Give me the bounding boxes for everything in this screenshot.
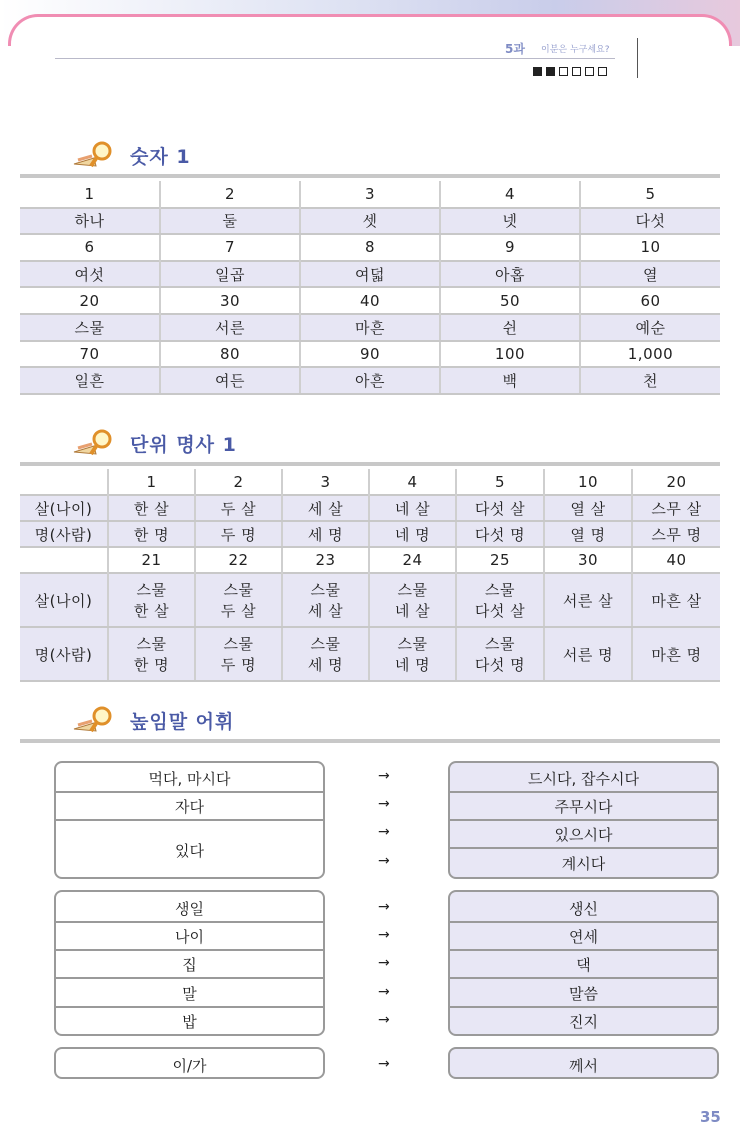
progress-indicator [533, 67, 607, 76]
table-cell: 1,000 [580, 341, 720, 368]
row-label [20, 547, 108, 573]
cell-line: 스물 [397, 581, 428, 599]
cell-line: 세 살 [307, 602, 344, 620]
table-cell: 2 [160, 181, 300, 208]
table-cell: 스무 살 [632, 495, 720, 521]
cell-line: 스물 [310, 581, 341, 599]
cell-line: 스물 [485, 635, 515, 653]
table-row [20, 495, 720, 521]
plain-word: 있다 [175, 842, 204, 860]
table-cell: 한 명 [108, 521, 195, 547]
table-cell: 일곱 [160, 261, 300, 288]
header-divider [637, 38, 638, 78]
table-row [20, 547, 720, 573]
table-cell: 일흔 [20, 367, 160, 394]
table-cell: 백 [440, 367, 580, 394]
plain-word: 이/가 [172, 1057, 207, 1075]
arrow-icon: → [378, 796, 390, 812]
table-cell: 쉰 [440, 314, 580, 341]
arrow-icon: → [378, 1012, 390, 1028]
table-cell: 20 [632, 469, 720, 495]
cell-line: 한 살 [133, 602, 170, 620]
table-row [20, 314, 720, 341]
row-label: 명(사람) [20, 627, 108, 681]
table-cell: 한 살 [108, 495, 195, 521]
table-cell: 다섯 살 [456, 495, 544, 521]
header-rule [55, 58, 615, 59]
honorific-words-box-2 [448, 890, 719, 1036]
table-cell: 9 [440, 234, 580, 261]
table-cell: 마흔 명 [632, 627, 720, 681]
plain-word: 밥 [182, 1013, 197, 1031]
table-cell: 90 [300, 341, 440, 368]
section-title: 숫자 1 [130, 145, 191, 168]
magnifier-icon [72, 428, 118, 458]
table-cell: 24 [369, 547, 456, 573]
table-cell: 21 [108, 547, 195, 573]
row-label: 살(나이) [20, 495, 108, 521]
arrow-icon: → [378, 853, 390, 869]
honorific-word: 께서 [569, 1057, 598, 1075]
table-cell: 30 [160, 287, 300, 314]
progress-square [585, 67, 594, 76]
table-cell: 스무 명 [632, 521, 720, 547]
table-cell: 60 [580, 287, 720, 314]
table-row [20, 627, 720, 681]
plain-word: 생일 [175, 900, 204, 918]
table-cell: 세 명 [282, 521, 369, 547]
table-row [20, 287, 720, 314]
plain-word: 집 [182, 956, 197, 974]
table-row [20, 208, 720, 235]
cell-line: 네 살 [394, 602, 431, 620]
table-cell: 천 [580, 367, 720, 394]
table-cell [456, 573, 544, 627]
honorific-word: 있으시다 [554, 826, 613, 844]
honorific-words-box-3 [448, 1047, 719, 1079]
arrow-icon: → [378, 824, 390, 840]
table-cell: 다섯 명 [456, 521, 544, 547]
table-row [20, 234, 720, 261]
table-cell [282, 573, 369, 627]
arrow-icon: → [378, 899, 390, 915]
table-cell: 예순 [580, 314, 720, 341]
table-cell: 네 살 [369, 495, 456, 521]
arrow-icon: → [378, 1056, 390, 1072]
table-cell: 10 [580, 234, 720, 261]
plain-word: 먹다, 마시다 [148, 770, 231, 788]
table-cell: 5 [580, 181, 720, 208]
table-cell: 서른 [160, 314, 300, 341]
table-cell: 3 [282, 469, 369, 495]
honorific-word: 진지 [569, 1013, 598, 1031]
counters-table [20, 469, 720, 682]
arrow-icon: → [378, 984, 390, 1000]
table-cell: 20 [20, 287, 160, 314]
arrow-icon: → [378, 927, 390, 943]
table-row [20, 469, 720, 495]
cell-line: 스물 [485, 581, 515, 599]
honorific-word: 댁 [576, 956, 591, 974]
table-cell: 1 [108, 469, 195, 495]
section-honorific-heading [72, 705, 234, 735]
section-rule [20, 462, 720, 466]
table-cell: 7 [160, 234, 300, 261]
cell-line: 스물 [136, 635, 167, 653]
cell-line: 스물 [397, 635, 428, 653]
table-cell: 4 [369, 469, 456, 495]
table-cell: 25 [456, 547, 544, 573]
cell-line: 네 명 [394, 656, 431, 674]
table-cell: 40 [300, 287, 440, 314]
cell-line: 스물 [223, 581, 254, 599]
plain-word: 나이 [175, 928, 204, 946]
honorific-word: 계시다 [561, 855, 606, 873]
progress-square [546, 67, 555, 76]
progress-square [572, 67, 581, 76]
table-cell: 넷 [440, 208, 580, 235]
table-cell: 10 [544, 469, 632, 495]
cell-line: 스물 [136, 581, 167, 599]
table-cell: 100 [440, 341, 580, 368]
lesson-title: 이분은 누구세요? [541, 45, 610, 55]
table-cell: 여든 [160, 367, 300, 394]
table-cell: 5 [456, 469, 544, 495]
lesson-number: 5과 [505, 42, 525, 56]
cell-line: 다섯 명 [474, 656, 526, 674]
table-cell: 서른 명 [544, 627, 632, 681]
page-number: 35 [700, 1108, 721, 1126]
table-cell: 셋 [300, 208, 440, 235]
cell-line: 스물 [310, 635, 341, 653]
table-cell: 2 [195, 469, 282, 495]
table-cell [108, 627, 195, 681]
table-cell: 6 [20, 234, 160, 261]
honorific-word: 드시다, 잡수시다 [528, 770, 639, 788]
table-cell: 서른 살 [544, 573, 632, 627]
table-cell [282, 627, 369, 681]
table-cell: 마흔 살 [632, 573, 720, 627]
cell-line: 스물 [223, 635, 254, 653]
table-cell: 열 살 [544, 495, 632, 521]
row-label [20, 469, 108, 495]
table-cell: 네 명 [369, 521, 456, 547]
table-row [20, 341, 720, 368]
magnifier-icon [72, 140, 118, 170]
section-rule [20, 174, 720, 178]
table-cell [456, 627, 544, 681]
row-label: 명(사람) [20, 521, 108, 547]
table-cell: 둘 [160, 208, 300, 235]
honorific-words-box-1 [448, 761, 719, 879]
table-cell: 여덟 [300, 261, 440, 288]
plain-word: 말 [182, 985, 197, 1003]
table-cell: 여섯 [20, 261, 160, 288]
honorific-word: 연세 [569, 928, 598, 946]
table-cell [195, 627, 282, 681]
table-cell: 두 살 [195, 495, 282, 521]
table-cell [108, 573, 195, 627]
table-cell: 아흔 [300, 367, 440, 394]
table-cell: 하나 [20, 208, 160, 235]
table-cell: 22 [195, 547, 282, 573]
arrow-icon: → [378, 768, 390, 784]
table-cell: 마흔 [300, 314, 440, 341]
section-title: 단위 명사 1 [130, 433, 237, 456]
table-cell: 3 [300, 181, 440, 208]
table-cell: 30 [544, 547, 632, 573]
table-cell: 열 명 [544, 521, 632, 547]
table-cell: 세 살 [282, 495, 369, 521]
table-cell: 스물 [20, 314, 160, 341]
cell-line: 다섯 살 [474, 602, 526, 620]
table-cell: 아홉 [440, 261, 580, 288]
magnifier-icon [72, 705, 118, 735]
table-cell: 두 명 [195, 521, 282, 547]
table-cell [369, 573, 456, 627]
cell-line: 세 명 [307, 656, 344, 674]
table-cell: 다섯 [580, 208, 720, 235]
table-cell: 50 [440, 287, 580, 314]
table-cell: 4 [440, 181, 580, 208]
plain-word: 자다 [175, 798, 204, 816]
table-cell: 70 [20, 341, 160, 368]
table-cell [195, 573, 282, 627]
cell-line: 한 명 [133, 656, 170, 674]
honorific-word: 말씀 [569, 985, 598, 1003]
table-row [20, 181, 720, 208]
honorific-word: 생신 [569, 900, 598, 918]
progress-square [559, 67, 568, 76]
table-row [20, 573, 720, 627]
section-title: 높임말 어휘 [130, 710, 235, 733]
table-cell: 1 [20, 181, 160, 208]
cell-line: 두 살 [220, 602, 257, 620]
table-row [20, 261, 720, 288]
table-row [20, 521, 720, 547]
section-counters-heading [72, 428, 237, 458]
honorific-word: 주무시다 [554, 798, 613, 816]
arrow-icon: → [378, 955, 390, 971]
plain-words-box-1 [54, 761, 325, 879]
section-numbers-heading [72, 140, 191, 170]
section-rule [20, 739, 720, 743]
table-cell [369, 627, 456, 681]
table-cell: 40 [632, 547, 720, 573]
table-cell: 8 [300, 234, 440, 261]
plain-words-box-2 [54, 890, 325, 1036]
row-label: 살(나이) [20, 573, 108, 627]
progress-square [598, 67, 607, 76]
table-row [20, 367, 720, 394]
plain-words-box-3 [54, 1047, 325, 1079]
table-cell: 80 [160, 341, 300, 368]
table-cell: 23 [282, 547, 369, 573]
table-cell: 열 [580, 261, 720, 288]
progress-square [533, 67, 542, 76]
numbers-table [20, 181, 720, 395]
cell-line: 두 명 [220, 656, 257, 674]
